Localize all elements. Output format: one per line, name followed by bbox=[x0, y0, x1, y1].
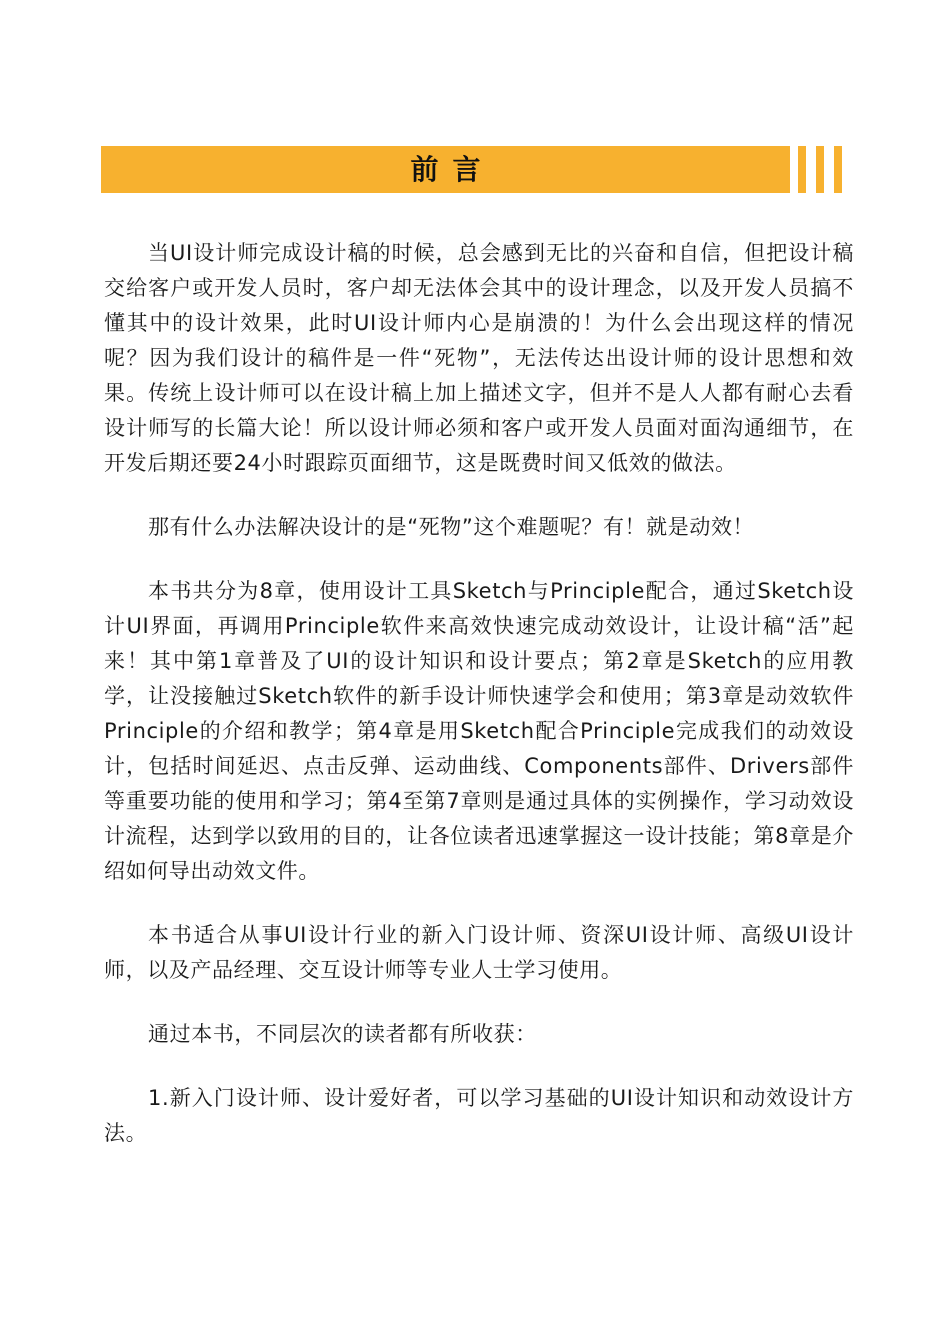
paragraph-audience: 本书适合从事UI设计行业的新入门设计师、资深UI设计师、高级UI设计师，以及产品经理、交互设计师等专业人士学习使用。 bbox=[104, 923, 854, 982]
title-banner bbox=[101, 146, 790, 193]
decorative-stripe bbox=[798, 146, 806, 193]
page-title: 前言 bbox=[410, 153, 495, 186]
paragraph-benefit-1: 1.新入门设计师、设计爱好者，可以学习基础的UI设计知识和动效设计方法。 bbox=[104, 1086, 854, 1145]
decorative-stripe bbox=[816, 146, 824, 193]
preface-body bbox=[104, 236, 854, 1180]
paragraph-benefits-lead: 通过本书，不同层次的读者都有所收获： bbox=[148, 1022, 537, 1046]
paragraph-intro: 当UI设计师完成设计稿的时候，总会感到无比的兴奋和自信，但把设计稿交给客户或开发人员时，客户却无法体会其中的设计理念，以及开发人员搞不懂其中的设计效果，此时UI设计师内心是崩溃的！为什么会出现这样的情况呢？因为我们设计的稿件是一件“死物”，无法传达出设计师的设计思想和效果。传统上设计师可以在设计稿上加上描述文字，但并不是人人都有耐心去看设计师写的长篇大论！所以设计师必须和客户或开发人员面对面沟通细节，在开发后期还要24小时跟踪页面细节，这是既费时间又低效的做法。 bbox=[104, 241, 854, 475]
section-title-bar bbox=[101, 146, 850, 193]
paragraph-question: 那有什么办法解决设计的是“死物”这个难题呢？有！就是动效！ bbox=[148, 515, 755, 539]
paragraph-chapters: 本书共分为8章，使用设计工具Sketch与Principle配合，通过Sketch设计UI界面，再调用Principle软件来高效快速完成动效设计，让设计稿“活”起来！其中第1章普及了UI的设计知识和设计要点；第2章是Sketch的应用教学，让没接触过Sketch软件的新手设计师快速学会和使用；第3章是动效软件Principle的介绍和教学；第4章是用Sketch配合Principle完成我们的动效设计，包括时间延迟、点击反弹、运动曲线、Components部件、Drivers部件等重要功能的使用和学习；第4至第7章则是通过具体的实例操作，学习动效设计流程，达到学以致用的目的，让各位读者迅速掌握这一设计技能；第8章是介绍如何导出动效文件。 bbox=[104, 579, 854, 883]
decorative-stripe bbox=[834, 146, 842, 193]
